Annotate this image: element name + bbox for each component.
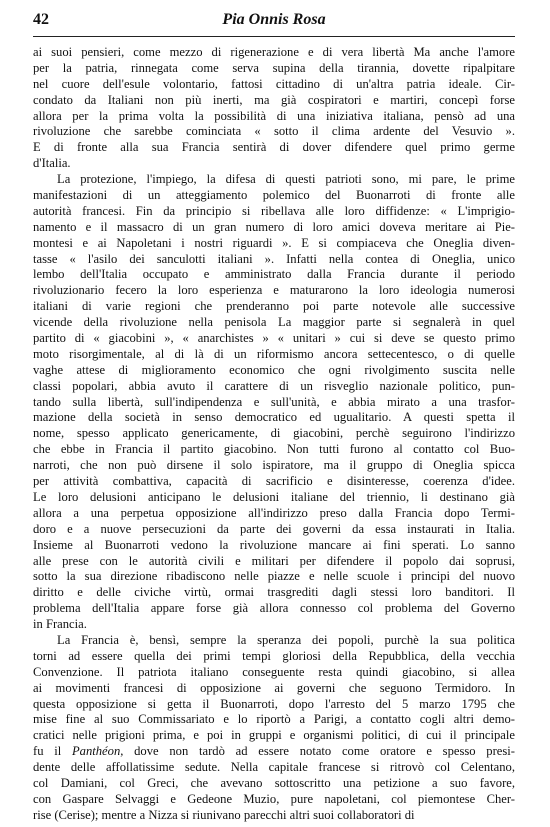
text-line: namento e il massacro di un gran numero di loro amici doveva meritare ai Pie- bbox=[33, 219, 515, 234]
text-line: diritto e delle civiche virtù, ormai trasgrediti dagli stessi loro banditori. Il bbox=[33, 585, 515, 600]
text-line: cratici nelle prigioni prima, e poi in gruppi e organismi politici, di cui il principale bbox=[33, 728, 515, 743]
text-line: problema dell'Italia appare forse già allora connesso col problema del Governo bbox=[33, 601, 515, 616]
text-line: vaghe attese di miglioramento economico che ogni rivolgimento suscita nelle bbox=[33, 362, 515, 377]
text-line: mise fine al suo Commissariato e lo riportò a Parigi, a contatto cogli altri demo- bbox=[33, 712, 515, 727]
text-line: ai movimenti francesi di opposizione ai governi che seguono Termidoro. In bbox=[33, 680, 515, 695]
text-line: fu il Panthéon, dove non tardò ad essere notato come oratore e spesso presi- bbox=[33, 744, 515, 759]
text-line: in Francia. bbox=[33, 617, 87, 632]
text-line: alle prese con le autorità civili e militari per difendere il popolo dai soprusi, bbox=[33, 553, 515, 568]
text-line: narroti, che non può dirsene il solo ispiratore, ma il gruppo di Oneglia spicca bbox=[33, 458, 515, 473]
text-line: vicende della rivoluzione nella penisola La maggior parte si segnalerà in quel bbox=[33, 315, 515, 330]
text-line: allora per la prima volta la possibilità di una iniziativa italiana, pensò ad una bbox=[33, 108, 515, 123]
text-line: italiani di varie regioni che prenderanno poi parte notevole alle successive bbox=[33, 299, 515, 314]
text-line: per attività combattiva, capacità di sacrificio e disinteresse, coerenza d'idee. bbox=[33, 474, 515, 489]
text-line: sotto la sua direzione ribadiscono nelle piazze e nelle scuole i principi del nuovo bbox=[33, 569, 515, 584]
text-line: dente delle affollatissime sedute. Nella capitale francese si ritrovò col Celentano, bbox=[33, 760, 515, 775]
text-line: La Francia è, bensì, sempre la speranza dei popoli, purchè la sua politica bbox=[57, 632, 515, 647]
text-line: autorità francesi. Fin da principio si ribellava alle loro diffidenze: « L'imprigio- bbox=[33, 203, 515, 218]
text-line: d'Italia. bbox=[33, 156, 71, 171]
text-line: condato da Italiani non più inerti, ma già cospiratori e martiri, concepì forse bbox=[33, 92, 515, 107]
text-line: Le loro delusioni anticipano le delusioni italiane del triennio, li destinano già bbox=[33, 489, 515, 504]
text-line: moto risorgimentale, al di là di un riformismo ancora settecentesco, o di quelle bbox=[33, 346, 515, 361]
text-line: nome, spesso applicato genericamente, di giacobini, perchè seguirono l'indirizzo bbox=[33, 426, 515, 441]
text-line: rise (Cerise); mentre a Nizza si riunivano parecchi altri suoi collaboratori di bbox=[33, 807, 415, 822]
text-line: rivoluzionario fecero la loro esperienza e maturarono la loro ideologia numerosi bbox=[33, 283, 515, 298]
text-line: classi popolari, abbia avuto il carattere di un risveglio nazionale politico, pun- bbox=[33, 378, 515, 393]
text-line: questa opposizione si getta il Buonarroti, dopo l'arresto del 5 marzo 1795 che bbox=[33, 696, 515, 711]
text-line: La protezione, l'impiego, la difesa di questi patrioti sono, mi pare, le prime bbox=[57, 172, 515, 187]
text-line: montesi e ai Napoletani i nostri riguardi ». E si compiaceva che Oneglia diven- bbox=[33, 235, 515, 250]
text-line: che ebbe in Francia il partito giacobino. Non tutti furono al contatto col Buo- bbox=[33, 442, 515, 457]
running-title: Pia Onnis Rosa bbox=[222, 11, 326, 28]
text-line: mazione della società in senso democratico ed ugualitario. A questi spetta il bbox=[33, 410, 515, 425]
text-line: ai suoi pensieri, come mezzo di rigenerazione e di vera libertà Ma anche l'amore bbox=[33, 45, 515, 59]
paragraph bbox=[33, 172, 515, 633]
text-line: tasse « l'asilo dei sanculotti italiani ». Infatti nella contea di Oneglia, unico bbox=[33, 251, 515, 266]
text-line: torni ad essere quella dei primi tempi gloriosi della Repubblica, della vecchia bbox=[33, 648, 515, 663]
text-line: allora a una perpetua opposizione all'indirizzo preso dalla Francia dopo Termi- bbox=[33, 505, 515, 520]
paragraph bbox=[33, 633, 515, 824]
text-line: nel cuore dell'esule volontario, fattosi cittadino di un'altra patria ideale. Cir- bbox=[33, 76, 515, 91]
text-line: Insieme al Buonarroti vedono la rivoluzione mancare ai fini sperati. Lo sanno bbox=[33, 537, 515, 552]
text-line: partito di « giacobini », « anarchistes » « unitari » cui si deve se questo primo bbox=[33, 331, 515, 346]
text-line: manifestazioni di un atteggiamento polemico del Buonarroti di fronte alle bbox=[33, 188, 515, 203]
text-line: col Damiani, col Greci, che avevano sottoscritto una petizione a suo favore, bbox=[33, 775, 515, 790]
text-line: rivoluzione che sarebbe cominciata « sotto il clima ardente del Vesuvio ». bbox=[33, 124, 515, 139]
page-header bbox=[33, 11, 515, 33]
text-line: E di fronte alla sua Francia sentirà di dover difendere quel primo germe bbox=[33, 140, 515, 155]
text-line: lembo dell'Italia occupato e amministrato dalla Francia durante il periodo bbox=[33, 267, 515, 282]
text-line: tando sulla libertà, sull'indipendenza e sull'unità, e abbia mirato a una trasfor- bbox=[33, 394, 515, 409]
text-line: Convenzione. Il patriota italiano conseguente resta quindi giacobino, si allea bbox=[33, 664, 515, 679]
page-number: 42 bbox=[33, 11, 49, 28]
text-line: per la patria, rinnegata come serva supina della tirannia, dovette ripalpitare bbox=[33, 60, 515, 75]
paragraph bbox=[33, 45, 515, 172]
header-rule bbox=[33, 36, 515, 37]
body-text bbox=[33, 45, 515, 824]
text-line: doro e a nuove persecuzioni da parte dei governi da essa instaurati in Italia. bbox=[33, 521, 515, 536]
text-line: con Gaspare Selvaggi e Gedeone Muzio, pure napoletani, col piemontese Cher- bbox=[33, 791, 515, 806]
